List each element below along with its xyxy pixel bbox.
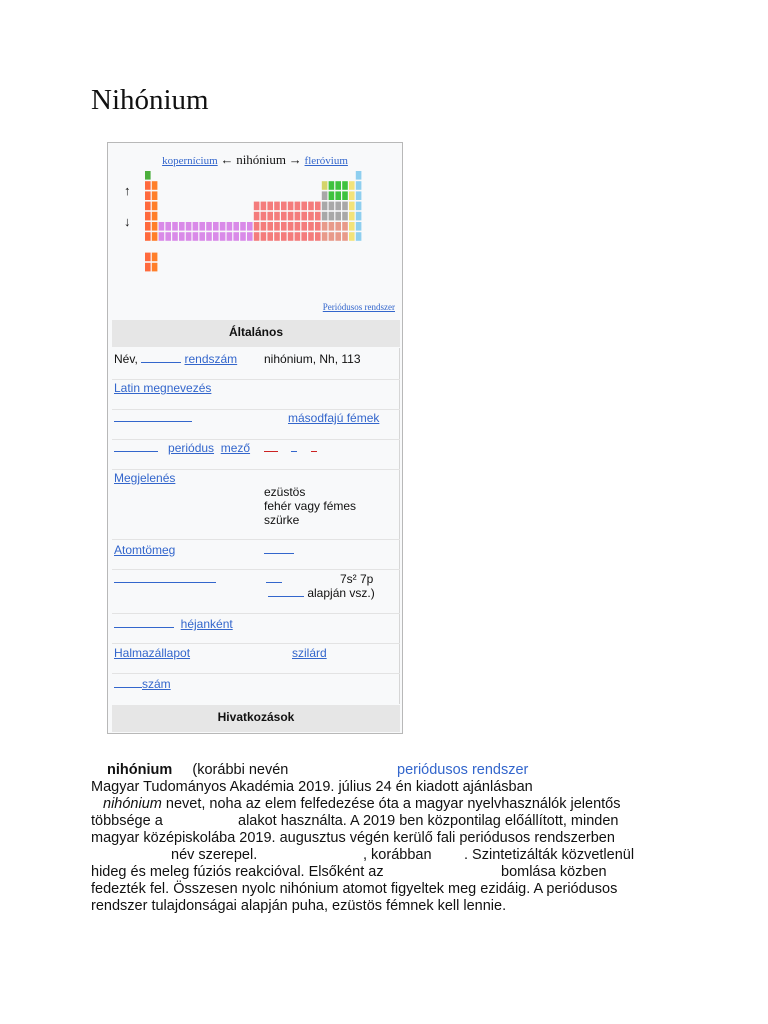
pt-cell (295, 202, 301, 211)
pt-cell (349, 232, 355, 241)
pt-cell (308, 222, 314, 231)
config-note-link[interactable] (268, 586, 304, 597)
number-blank-link[interactable] (114, 677, 142, 688)
page-title: Nihónium (91, 84, 209, 116)
pt-cell (172, 232, 178, 241)
para-line-1-a: (korábbi nevén (192, 762, 289, 778)
pt-cell (254, 222, 260, 231)
pt-cell (315, 222, 321, 231)
pt-cell (349, 222, 355, 231)
pt-cell (233, 222, 239, 231)
para-line-8: fedezték fel. Összesen nyolc nihónium atomot figyeltek meg ezidáig. A periódusos (91, 881, 618, 897)
pt-cell (267, 202, 273, 211)
pt-cell (220, 232, 226, 241)
column-divider (399, 348, 400, 704)
period-value-link[interactable] (291, 441, 297, 452)
pt-cell (349, 202, 355, 211)
pt-cell (274, 232, 280, 241)
section-header-general: Általános (112, 320, 400, 347)
pt-cell (179, 222, 185, 231)
pt-cell (335, 222, 341, 231)
pt-cell (220, 222, 226, 231)
pt-cell (315, 212, 321, 221)
category-link[interactable]: másodfajú fémek (288, 411, 380, 425)
pt-cell (329, 212, 335, 221)
state-link[interactable]: Halmazállapot (114, 646, 191, 660)
pt-cell (329, 222, 335, 231)
pt-cell (199, 222, 205, 231)
pt-cell (335, 212, 341, 221)
pt-cell (308, 232, 314, 241)
pt-cell (274, 202, 280, 211)
pt-cell (308, 202, 314, 211)
down-arrow-icon[interactable]: ↓ (124, 214, 131, 229)
up-arrow-icon[interactable]: ↑ (124, 183, 131, 198)
pt-cell (335, 232, 341, 241)
appearance-link[interactable]: Megjelenés (114, 471, 176, 485)
para-line-6-b: , korábban (363, 847, 432, 863)
pt-cell (335, 191, 341, 200)
prev-element-link[interactable]: kopernícium (162, 155, 218, 167)
pt-cell (213, 232, 219, 241)
pt-cell (165, 222, 171, 231)
pt-cell (329, 202, 335, 211)
para-line-7-b: bomlása közben (501, 864, 607, 880)
pt-cell (145, 202, 151, 211)
pt-cell (193, 222, 199, 231)
electron-config-link[interactable] (114, 572, 216, 583)
nav-arrow-left: ← (220, 152, 234, 167)
periodic-table-mini[interactable] (145, 171, 397, 273)
electron-config-value: 7s² 7p (340, 572, 374, 586)
name-blank-link[interactable] (141, 352, 181, 363)
state-value-link[interactable]: szilárd (292, 646, 327, 660)
pt-cell (322, 212, 328, 221)
pt-cell (281, 212, 287, 221)
para-line-4-b: alakot használta. A 2019 ben központilag előállított, minden (238, 813, 619, 829)
pt-cell (295, 212, 301, 221)
atomic-mass-link[interactable]: Atomtömeg (114, 543, 176, 557)
pt-cell (356, 232, 362, 241)
pt-cell (159, 232, 165, 241)
nav-arrow-right: → (288, 152, 302, 167)
pt-cell (172, 222, 178, 231)
pt-cell (261, 202, 267, 211)
appearance-line-1: ezüstös (264, 485, 306, 499)
para-line-3: nevet, noha az elem felfedezése óta a magyar nyelvhasználók jelentős (165, 796, 621, 812)
current-element: nihónium (236, 152, 287, 167)
pt-cell (247, 222, 253, 231)
pt-cell (301, 232, 307, 241)
pt-cell (342, 181, 348, 190)
pt-cell (179, 232, 185, 241)
pt-cell (159, 222, 165, 231)
pt-cell (301, 212, 307, 221)
pt-cell (206, 232, 212, 241)
pt-cell (254, 232, 260, 241)
pt-cell (152, 191, 158, 200)
pt-cell (145, 222, 151, 231)
pt-cell (152, 232, 158, 241)
pt-cell (152, 263, 158, 272)
pt-cell (335, 202, 341, 211)
pt-cell (199, 232, 205, 241)
pt-cell (315, 232, 321, 241)
shells-blank-link[interactable] (114, 617, 174, 628)
shells-link[interactable]: héjanként (180, 617, 233, 631)
pt-cell (240, 222, 246, 231)
category-blank-link[interactable] (114, 411, 192, 422)
pt-cell (267, 232, 273, 241)
pt-cell (261, 232, 267, 241)
next-element-link[interactable]: fleróvium (304, 155, 348, 167)
pt-cell (145, 253, 151, 262)
pt-cell (329, 191, 335, 200)
pt-cell (342, 212, 348, 221)
pt-cell (186, 222, 192, 231)
pt-cell (288, 212, 294, 221)
periodic-table-link[interactable]: Periódusos rendszer (322, 302, 395, 312)
pt-cell (152, 202, 158, 211)
pt-cell (288, 232, 294, 241)
pt-cell (295, 232, 301, 241)
pt-cell (227, 222, 233, 231)
pt-cell (165, 232, 171, 241)
pt-cell (295, 222, 301, 231)
pt-cell (267, 212, 273, 221)
pt-cell (315, 202, 321, 211)
appearance-line-3: szürke (264, 513, 300, 527)
pt-cell (349, 181, 355, 190)
pt-cell (261, 212, 267, 221)
pt-cell (145, 212, 151, 221)
pt-cell (145, 181, 151, 190)
block-link[interactable]: mező (220, 441, 251, 455)
pt-cell (308, 212, 314, 221)
pt-cell (322, 191, 328, 200)
para-line-4-a: többsége a (91, 813, 163, 829)
pt-cell (322, 232, 328, 241)
pt-cell (274, 222, 280, 231)
group-value-link[interactable] (264, 441, 278, 452)
pt-cell (356, 202, 362, 211)
pt-cell (356, 191, 362, 200)
pt-cell (349, 212, 355, 221)
pt-cell (274, 212, 280, 221)
para-line-5: magyar középiskolába 2019. augusztus végén kerülő fali periódusos rendszerben (91, 830, 615, 846)
para-line-7-a: hideg és meleg fúziós reakcióval. Elsőként az (91, 864, 384, 880)
pt-cell (227, 232, 233, 241)
pt-cell (267, 222, 273, 231)
section-header-references: Hivatkozások (112, 705, 400, 732)
pt-cell (281, 222, 287, 231)
period-link[interactable]: periódus (168, 441, 215, 455)
pt-cell (329, 181, 335, 190)
pt-cell (288, 222, 294, 231)
pt-cell (281, 202, 287, 211)
pt-cell (233, 232, 239, 241)
pt-cell (356, 181, 362, 190)
element-nav (108, 152, 402, 168)
pt-cell (342, 202, 348, 211)
name-value: nihónium, Nh, 113 (264, 352, 361, 366)
pt-cell (247, 232, 253, 241)
pt-cell (322, 222, 328, 231)
config-blank-link[interactable] (266, 572, 282, 583)
element-name-bold: nihónium (107, 762, 173, 778)
pt-cell (152, 181, 158, 190)
periodic-system-link[interactable]: periódusos rendszer (397, 762, 529, 778)
atomic-mass-value-link[interactable] (264, 543, 294, 554)
pt-cell (288, 202, 294, 211)
pt-cell (206, 222, 212, 231)
pt-cell (342, 232, 348, 241)
pt-cell (254, 202, 260, 211)
para-line-6-c: . Szintetizálták közvetlenül (464, 847, 635, 863)
pt-cell (240, 232, 246, 241)
number-link[interactable]: szám (142, 677, 171, 691)
pt-cell (152, 253, 158, 262)
para-line-6-a: név szerepel. (171, 847, 258, 863)
pt-cell (145, 232, 151, 241)
pt-cell (145, 263, 151, 272)
pt-cell (301, 202, 307, 211)
pt-cell (356, 212, 362, 221)
pt-cell (335, 181, 341, 190)
pt-cell (213, 222, 219, 231)
pt-cell (186, 232, 192, 241)
config-note: alapján vsz.) (307, 586, 375, 600)
appearance-line-2: fehér vagy fémes (264, 499, 357, 513)
para-line-9: rendszer tulajdonságai alapján puha, ezüstös fémnek kell lennie. (91, 898, 507, 914)
pt-cell (152, 212, 158, 221)
pt-cell (342, 222, 348, 231)
block-value-link[interactable] (311, 441, 317, 452)
pt-cell (322, 202, 328, 211)
atomic-number-link[interactable]: rendszám (184, 352, 238, 366)
pt-cell (342, 191, 348, 200)
pt-cell (254, 212, 260, 221)
pt-cell (356, 171, 362, 180)
para-line-2: Magyar Tudományos Akadémia 2019. július 24 én kiadott ajánlásban (91, 779, 533, 795)
pt-cell (281, 232, 287, 241)
name-label: Név, (114, 352, 138, 366)
infobox (107, 142, 403, 734)
pt-cell (152, 222, 158, 231)
pt-cell (261, 222, 267, 231)
pt-cell (145, 191, 151, 200)
group-blank-link[interactable] (114, 441, 158, 452)
pt-cell (356, 222, 362, 231)
pt-cell (322, 181, 328, 190)
latin-name-link[interactable]: Latin megnevezés (114, 381, 212, 395)
pt-cell (349, 191, 355, 200)
pt-cell (329, 232, 335, 241)
pt-cell (193, 232, 199, 241)
para-line-3-italic: nihónium (103, 796, 162, 812)
pt-cell (145, 171, 151, 180)
pt-cell (301, 222, 307, 231)
